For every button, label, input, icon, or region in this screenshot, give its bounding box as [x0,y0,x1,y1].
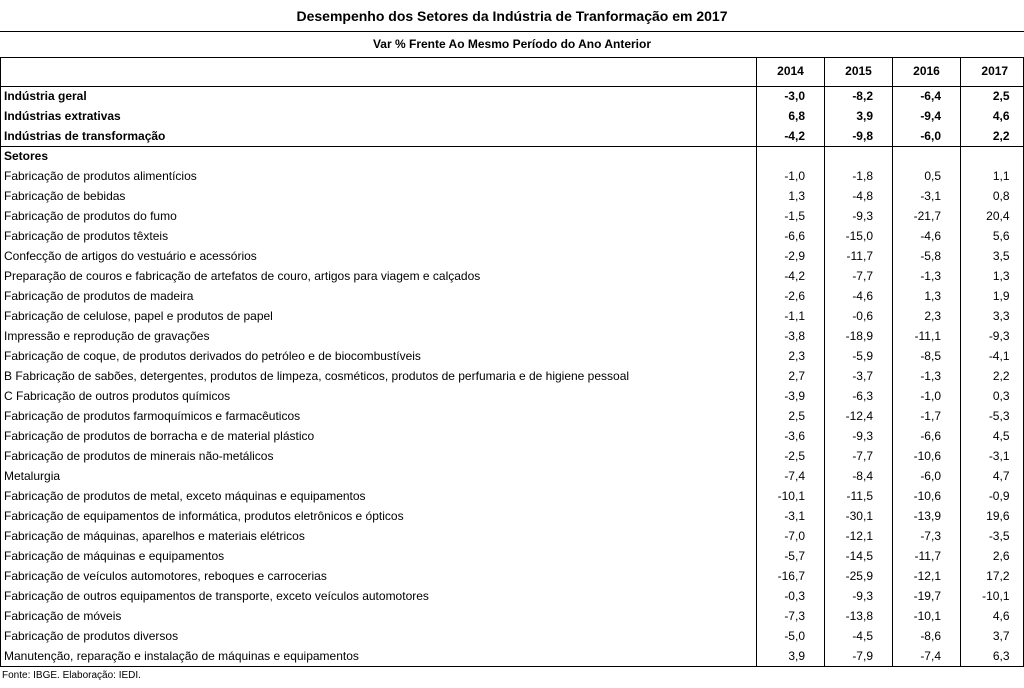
value-cell: -5,8 [893,246,961,266]
value-cell: -1,0 [757,166,825,186]
row-label: Fabricação de máquinas e equipamentos [4,549,225,563]
value-cell: -14,5 [825,546,893,566]
table-row [0,646,1024,666]
table-row [0,386,1024,406]
value-cell: -19,7 [893,586,961,606]
value-cell: -8,6 [893,626,961,646]
year-header: 2017 [961,57,1024,86]
value-cell: 3,5 [961,246,1024,266]
value-cell: -1,0 [893,386,961,406]
value-cell: 4,5 [961,426,1024,446]
value-cell: -3,7 [825,366,893,386]
value-cell: -15,0 [825,226,893,246]
value-cell: 3,7 [961,626,1024,646]
value-cell: -7,7 [825,266,893,286]
table-row [0,366,1024,386]
value-cell: -4,2 [757,126,825,146]
table-row [0,546,1024,566]
value-cell: -30,1 [825,506,893,526]
table-rule [0,31,1024,32]
row-label: Fabricação de produtos de metal, exceto máquinas e equipamentos [4,489,366,503]
value-cell: -10,1 [893,606,961,626]
table-rule [0,86,1024,87]
table-title: Desempenho dos Setores da Indústria de Tranformação em 2017 [296,8,728,24]
table-row [0,606,1024,626]
value-cell: 4,6 [961,606,1024,626]
value-cell: -9,3 [961,326,1024,346]
header-label-cell [0,57,757,86]
value-cell: -0,9 [961,486,1024,506]
value-cell: -10,6 [893,446,961,466]
year-header: 2016 [893,57,961,86]
row-label: B Fabricação de sabões, detergentes, produtos de limpeza, cosméticos, produtos de perfumaria e de higiene pessoal [4,369,630,383]
value-cell: -4,6 [825,286,893,306]
value-cell: -5,3 [961,406,1024,426]
year-header: 2014 [757,57,825,86]
row-label: Fabricação de produtos farmoquímicos e farmacêuticos [4,409,301,423]
row-label: Fabricação de produtos de madeira [4,289,194,303]
sectors-header: Setores [4,149,49,163]
value-cell: 6,3 [961,646,1024,666]
row-label: Fabricação de bebidas [4,189,126,203]
value-cell: 4,6 [961,106,1024,126]
value-cell: -9,3 [825,206,893,226]
table-border [0,57,1,666]
value-cell: -1,8 [825,166,893,186]
value-cell: -7,3 [893,526,961,546]
row-label: Indústria geral [4,89,87,103]
table-subtitle: Var % Frente Ao Mesmo Período do Ano Anterior [372,37,652,51]
table-row [0,506,1024,526]
table-row [0,286,1024,306]
value-cell: -8,2 [825,86,893,106]
value-cell: -2,9 [757,246,825,266]
row-label: Fabricação de produtos de borracha e de material plástico [4,429,315,443]
value-cell: -10,6 [893,486,961,506]
table-row [0,566,1024,586]
value-cell: -11,7 [825,246,893,266]
value-cell: 2,5 [961,86,1024,106]
value-cell: 0,8 [961,186,1024,206]
value-cell: -4,1 [961,346,1024,366]
row-label: Fabricação de equipamentos de informática, produtos eletrônicos e ópticos [4,509,404,523]
value-cell: -25,9 [825,566,893,586]
value-cell: 2,2 [961,126,1024,146]
value-cell: 3,9 [757,646,825,666]
value-cell: -6,6 [893,426,961,446]
summary-row [0,86,1024,106]
value-cell: 2,3 [893,306,961,326]
value-cell: -7,4 [893,646,961,666]
value-cell [825,146,893,166]
value-cell: -2,5 [757,446,825,466]
row-label: Fabricação de produtos têxteis [4,229,169,243]
value-cell: -5,9 [825,346,893,366]
value-cell: -6,0 [893,126,961,146]
row-label: Metalurgia [4,469,61,483]
value-cell: 19,6 [961,506,1024,526]
value-cell: 17,2 [961,566,1024,586]
value-cell: -7,4 [757,466,825,486]
value-cell: -4,6 [893,226,961,246]
value-cell: -13,8 [825,606,893,626]
value-cell: -3,6 [757,426,825,446]
value-cell: -8,4 [825,466,893,486]
table-row [0,586,1024,606]
value-cell: -6,3 [825,386,893,406]
value-cell: -1,1 [757,306,825,326]
value-cell: -4,5 [825,626,893,646]
value-cell: 2,2 [961,366,1024,386]
table-row [0,346,1024,366]
value-cell: -1,3 [893,366,961,386]
row-label: Fabricação de móveis [4,609,122,623]
value-cell: -4,2 [757,266,825,286]
value-cell: 2,5 [757,406,825,426]
table-rule [0,146,1024,147]
value-cell: -1,7 [893,406,961,426]
year-header: 2015 [825,57,893,86]
value-cell: -11,7 [893,546,961,566]
value-cell: 3,9 [825,106,893,126]
value-cell: -3,1 [893,186,961,206]
row-label: Fabricação de coque, de produtos derivados do petróleo e de biocombustíveis [4,349,421,363]
table-row [0,526,1024,546]
row-label: Indústrias extrativas [4,109,121,123]
row-label: Fabricação de celulose, papel e produtos de papel [4,309,273,323]
value-cell: -1,3 [893,266,961,286]
value-cell: 2,7 [757,366,825,386]
sectors-header-row [0,146,1024,166]
value-cell: -13,9 [893,506,961,526]
table-row [0,446,1024,466]
table-row [0,626,1024,646]
value-cell: -6,4 [893,86,961,106]
value-cell: 1,3 [757,186,825,206]
row-label: Impressão e reprodução de gravações [4,329,210,343]
value-cell: -3,8 [757,326,825,346]
row-label: Fabricação de produtos diversos [4,629,179,643]
value-cell: 1,3 [893,286,961,306]
value-cell: -3,5 [961,526,1024,546]
row-label: Fabricação de produtos do fumo [4,209,177,223]
value-cell: -11,1 [893,326,961,346]
table-row [0,466,1024,486]
value-cell: 0,5 [893,166,961,186]
value-cell: -2,6 [757,286,825,306]
value-cell: -3,1 [757,506,825,526]
value-cell: 6,8 [757,106,825,126]
value-cell: -7,7 [825,446,893,466]
value-cell: -10,1 [757,486,825,506]
value-cell: 2,3 [757,346,825,366]
value-cell: 2,6 [961,546,1024,566]
value-cell: -0,6 [825,306,893,326]
value-cell: 0,3 [961,386,1024,406]
value-cell: -7,0 [757,526,825,546]
value-cell: -6,6 [757,226,825,246]
value-cell [893,146,961,166]
table-row [0,406,1024,426]
performance-table [0,57,1024,666]
value-cell: -16,7 [757,566,825,586]
row-label: Fabricação de outros equipamentos de transporte, exceto veículos automotores [4,589,429,603]
row-label: Manutenção, reparação e instalação de máquinas e equipamentos [4,649,359,663]
value-cell: -9,3 [825,426,893,446]
value-cell: -8,5 [893,346,961,366]
row-label: C Fabricação de outros produtos químicos [4,389,231,403]
row-label: Preparação de couros e fabricação de artefatos de couro, artigos para viagem e calçados [4,269,481,283]
value-cell [757,146,825,166]
table-row [0,486,1024,506]
value-cell: -10,1 [961,586,1024,606]
value-cell: -12,4 [825,406,893,426]
header-row [0,57,1024,86]
table-row [0,166,1024,186]
table-row [0,306,1024,326]
value-cell: -11,5 [825,486,893,506]
table-row [0,246,1024,266]
value-cell: -6,0 [893,466,961,486]
value-cell: -7,3 [757,606,825,626]
table-row [0,206,1024,226]
value-cell: -21,7 [893,206,961,226]
value-cell: -18,9 [825,326,893,346]
source-note: Fonte: IBGE. Elaboração: IEDI. [2,670,141,681]
value-cell: -4,8 [825,186,893,206]
value-cell: 1,3 [961,266,1024,286]
value-cell: -1,5 [757,206,825,226]
table-rule [0,666,1024,667]
value-cell: 20,4 [961,206,1024,226]
value-cell: -9,3 [825,586,893,606]
value-cell: -9,4 [893,106,961,126]
value-cell: -3,1 [961,446,1024,466]
row-label: Indústrias de transformação [4,129,166,143]
table-row [0,426,1024,446]
row-label: Fabricação de produtos alimentícios [4,169,197,183]
value-cell: -3,9 [757,386,825,406]
table-row [0,186,1024,206]
value-cell: 3,3 [961,306,1024,326]
value-cell: -3,0 [757,86,825,106]
row-label: Fabricação de veículos automotores, reboques e carrocerias [4,569,327,583]
table-rule [0,57,1024,58]
table-row [0,326,1024,346]
value-cell: -5,0 [757,626,825,646]
value-cell: 1,1 [961,166,1024,186]
row-label: Fabricação de máquinas, aparelhos e materiais elétricos [4,529,305,543]
value-cell: -12,1 [893,566,961,586]
value-cell: -12,1 [825,526,893,546]
value-cell: 1,9 [961,286,1024,306]
summary-row [0,106,1024,126]
value-cell: -5,7 [757,546,825,566]
row-label: Fabricação de produtos de minerais não-metálicos [4,449,274,463]
table-row [0,226,1024,246]
value-cell: 4,7 [961,466,1024,486]
value-cell: -7,9 [825,646,893,666]
table-row [0,266,1024,286]
row-label: Confecção de artigos do vestuário e acessórios [4,249,257,263]
value-cell: 5,6 [961,226,1024,246]
summary-row [0,126,1024,146]
value-cell: -0,3 [757,586,825,606]
value-cell: -9,8 [825,126,893,146]
value-cell [961,146,1024,166]
